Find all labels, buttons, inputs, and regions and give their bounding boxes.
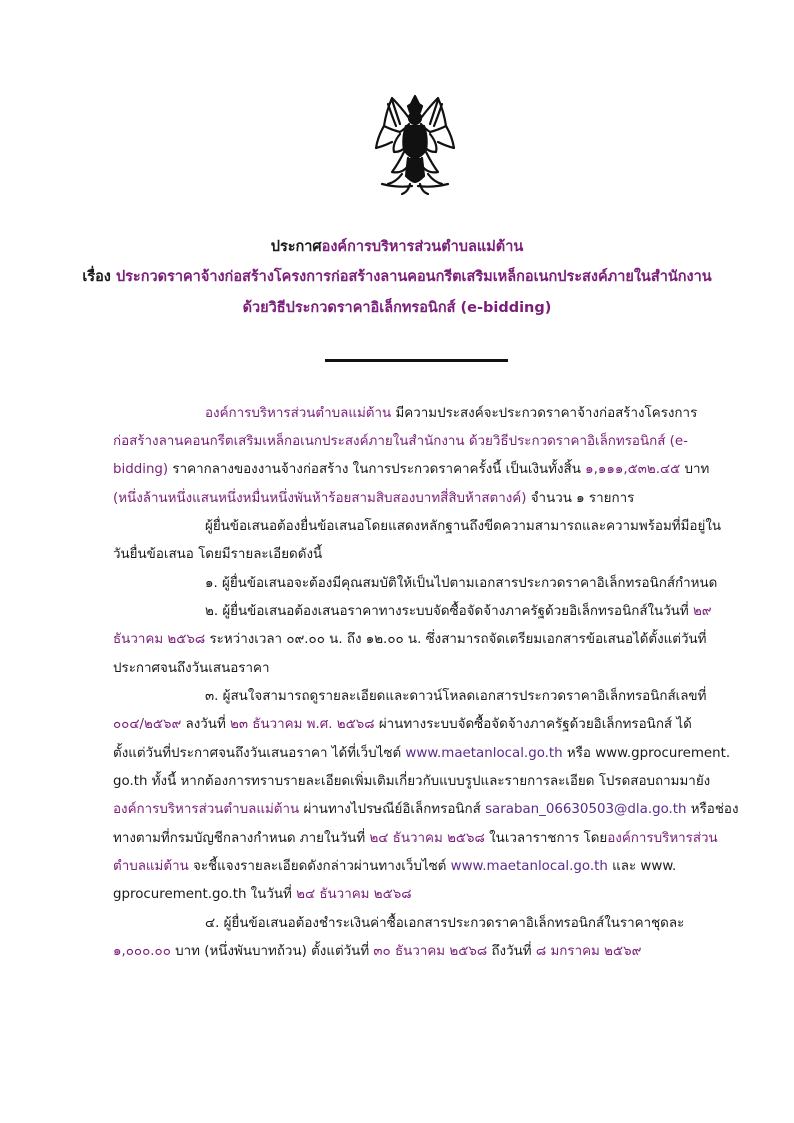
item-2-line-1 bbox=[205, 602, 712, 622]
org-name: องค์การบริหารส่วนตำบลแม่ต้าน bbox=[205, 406, 392, 421]
document-fee: ๑,๐๐๐.๐๐ bbox=[113, 944, 171, 959]
org-name: องค์การบริหารส่วน bbox=[607, 831, 718, 846]
title-org: องค์การบริหารส่วนตำบลแม่ต้าน bbox=[321, 239, 524, 255]
item4-text: บาท (หนึ่งพันบาทถ้วน) ตั้งแต่วันที่ bbox=[170, 944, 374, 959]
item-3-line-8 bbox=[113, 885, 412, 905]
sale-start-date: ๓๐ ธันวาคม ๒๕๖๘ bbox=[373, 944, 488, 959]
median-price: ๑,๑๑๑,๕๓๒.๔๕ bbox=[585, 462, 681, 477]
item-3-line-6 bbox=[113, 829, 718, 849]
p1-line-1 bbox=[205, 404, 697, 424]
item3-text: ลงวันที่ bbox=[181, 717, 231, 732]
item-4-line-1: ๔. ผู้ยื่นข้อเสนอต้องชำระเงินค่าซื้อเอกสารประกวดราคาอิเล็กทรอนิกส์ในราคาชุดละ bbox=[205, 916, 685, 931]
inquiry-date: ๒๔ ธันวาคม ๒๕๖๘ bbox=[369, 831, 485, 846]
item-3-line-2 bbox=[113, 715, 692, 735]
document-number: ๐๐๔/๒๕๖๙ bbox=[113, 717, 182, 732]
subject-line-2: ด้วยวิธีประกวดราคาอิเล็กทรอนิกส์ (e-bidding) bbox=[242, 300, 552, 316]
org-name: องค์การบริหารส่วนตำบลแม่ต้าน bbox=[113, 802, 300, 817]
item-4-line-2 bbox=[113, 942, 641, 962]
announcement-subject bbox=[0, 265, 794, 288]
p2-line-2: วันยื่นข้อเสนอ โดยมีรายละเอียดดังนี้ bbox=[113, 547, 323, 562]
title-divider bbox=[325, 359, 508, 362]
item-3-line-3 bbox=[113, 744, 730, 764]
item3-text: หรือช่อง bbox=[686, 802, 739, 817]
p1-baht: บาท bbox=[680, 462, 710, 477]
bid-day: ๒๙ bbox=[692, 604, 712, 619]
item-2-line-2 bbox=[113, 630, 706, 650]
p2-line-1: ผู้ยื่นข้อเสนอต้องยื่นข้อเสนอโดยแสดงหลักฐานถึงขีดความสามารถและความพร้อมที่มีอยู่ใน bbox=[205, 519, 722, 534]
item-2-line-3: ประกาศจนถึงวันเสนอราคา bbox=[113, 661, 270, 676]
p1-text: มีความประสงค์จะประกวดราคาจ้างก่อสร้างโครงการ bbox=[391, 406, 698, 421]
item2-text: ๒. ผู้ยื่นข้อเสนอต้องเสนอราคาทางระบบจัดซื้อจัดจ้างภาครัฐด้วยอิเล็กทรอนิกส์ในวันที่ bbox=[205, 604, 693, 619]
p1-ebidding: bidding) bbox=[113, 462, 169, 477]
item-3-line-1: ๓. ผู้สนใจสามารถดูรายละเอียดและดาวน์โหลดเอกสารประกวดราคาอิเล็กทรอนิกส์เลขที่ bbox=[205, 689, 707, 704]
website-link[interactable]: www.maetanlocal.go.th bbox=[405, 746, 563, 761]
garuda-emblem bbox=[362, 92, 468, 198]
clarification-date: ๒๔ ธันวาคม ๒๕๖๘ bbox=[296, 887, 412, 902]
item3-text: gprocurement.go.th ในวันที่ bbox=[113, 887, 297, 902]
p1-line-2: ก่อสร้างลานคอนกรีตเสริมเหล็กอเนกประสงค์ภายในสำนักงาน ด้วยวิธีประกวดราคาอิเล็กทรอนิกส์ (e- bbox=[113, 434, 688, 449]
subject-prefix: เรื่อง bbox=[82, 269, 116, 285]
item4-text: ถึงวันที่ bbox=[487, 944, 536, 959]
item3-text: และ www. bbox=[607, 859, 677, 874]
org-name: ตำบลแม่ต้าน bbox=[113, 859, 189, 874]
item3-text: ทางตามที่กรมบัญชีกลางกำหนด ภายในวันที่ bbox=[113, 831, 370, 846]
subject-line-1: ประกวดราคาจ้างก่อสร้างโครงการก่อสร้างลานคอนกรีตเสริมเหล็กอเนกประสงค์ภายในสำนักงาน bbox=[115, 269, 712, 285]
item-3-line-7 bbox=[113, 857, 676, 877]
item2-text: ระหว่างเวลา ๐๙.๐๐ น. ถึง ๑๒.๐๐ น. ซึ่งสามารถจัดเตรียมเอกสารข้อเสนอได้ตั้งแต่วันที่ bbox=[205, 632, 707, 647]
item3-text: ในเวลาราชการ โดย bbox=[484, 831, 608, 846]
price-in-words: (หนึ่งล้านหนึ่งแสนหนึ่งหมื่นหนึ่งพันห้าร้อยสามสิบสองบาทสี่สิบห้าสตางค์) bbox=[113, 491, 527, 506]
p1-count: จำนวน ๑ รายการ bbox=[526, 491, 635, 506]
p1-text: ราคากลางของงานจ้างก่อสร้าง ในการประกวดราคาครั้งนี้ เป็นเงินทั้งสิ้น bbox=[168, 462, 586, 477]
announcement-title bbox=[0, 235, 794, 258]
item3-text: ผ่านทางระบบจัดซื้อจัดจ้างภาครัฐด้วยอิเล็กทรอนิกส์ ได้ bbox=[374, 717, 692, 732]
email-link[interactable]: saraban_06630503@dla.go.th bbox=[485, 802, 687, 817]
sale-end-date: ๘ มกราคม ๒๕๖๙ bbox=[535, 944, 642, 959]
p1-line-4 bbox=[113, 489, 634, 509]
website-link[interactable]: www.maetanlocal.go.th bbox=[450, 859, 608, 874]
bid-month-year: ธันวาคม ๒๕๖๘ bbox=[113, 632, 206, 647]
p1-line-3 bbox=[113, 460, 709, 480]
item3-text: ตั้งแต่วันที่ประกาศจนถึงวันเสนอราคา ได้ที่เว็บไซต์ bbox=[113, 746, 406, 761]
item-3-line-4: go.th ทั้งนี้ หากต้องการทราบรายละเอียดเพิ่มเติมเกี่ยวกับแบบรูปและรายการละเอียด โปรดสอบถามมายัง bbox=[113, 774, 711, 789]
item3-text: หรือ www.gprocurement. bbox=[562, 746, 731, 761]
item-3-line-5 bbox=[113, 800, 739, 820]
item3-text: ผ่านทางไปรษณีย์อิเล็กทรอนิกส์ bbox=[299, 802, 486, 817]
title-prefix: ประกาศ bbox=[270, 239, 322, 255]
document-date: ๒๓ ธันวาคม พ.ศ. ๒๕๖๘ bbox=[230, 717, 375, 732]
item-1: ๑. ผู้ยื่นข้อเสนอจะต้องมีคุณสมบัติให้เป็นไปตามเอกสารประกวดราคาอิเล็กทรอนิกส์กำหนด bbox=[205, 576, 718, 591]
item3-text: จะชี้แจงรายละเอียดดังกล่าวผ่านทางเว็บไซต์ bbox=[188, 859, 451, 874]
